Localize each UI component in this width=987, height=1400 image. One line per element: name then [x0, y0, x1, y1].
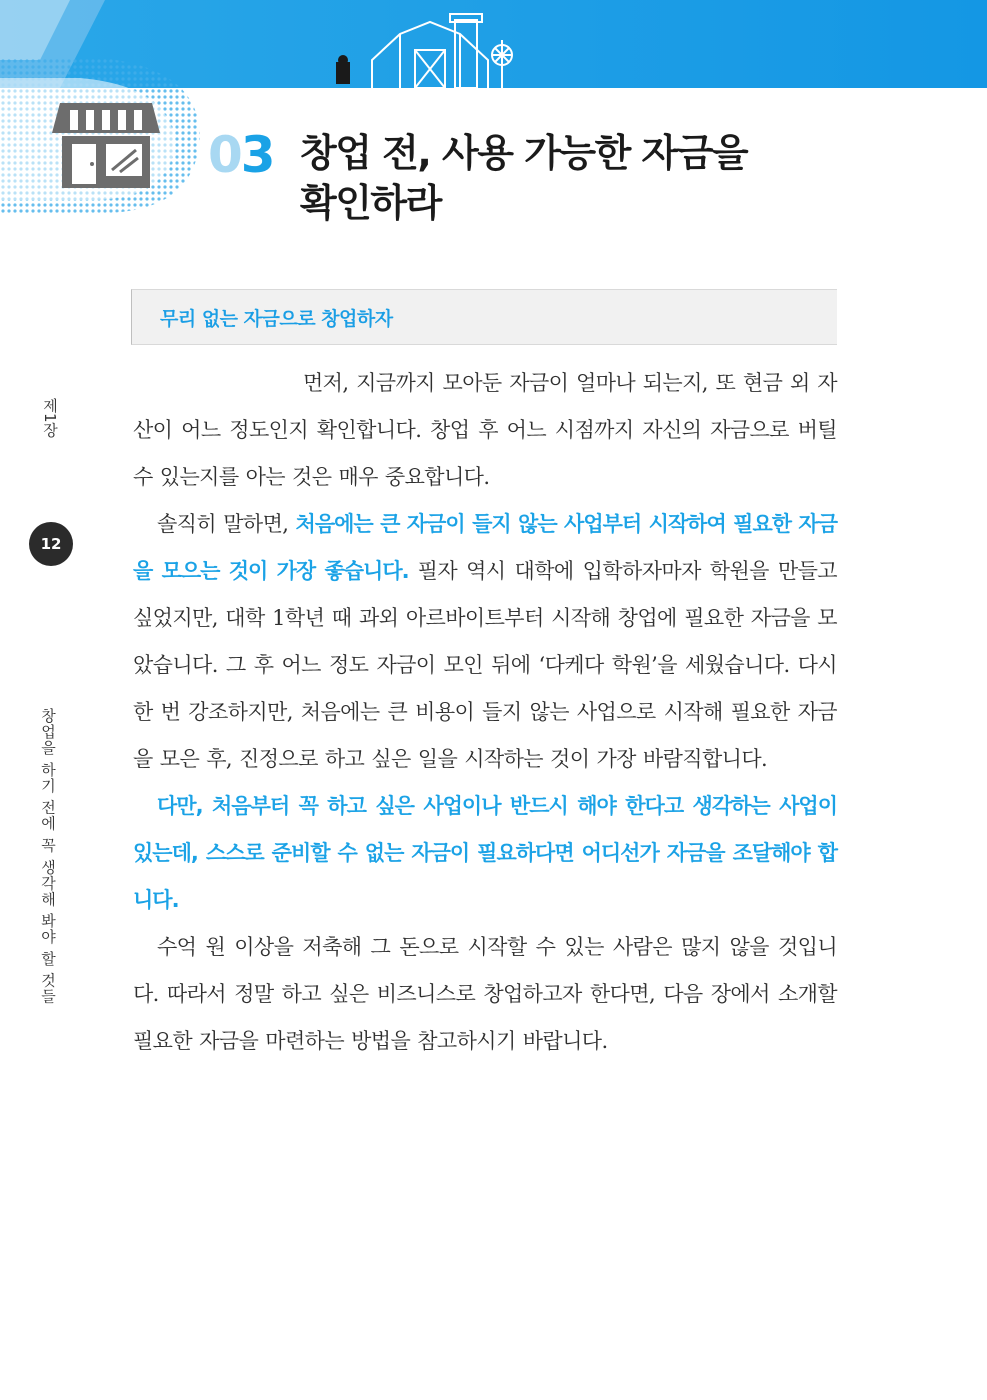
page-number-badge: 12 — [29, 522, 73, 566]
subheading-box — [131, 289, 837, 345]
paragraph-4: 수억 원 이상을 저축해 그 돈으로 시작할 수 있는 사람은 많지 않을 것입니다. 따라서 정말 하고 싶은 비즈니스로 창업하고자 한다면, 다음 장에서 소개할 필요한 자금을 마련하는 방법을 참고하시기 바랍니다. — [133, 935, 837, 1053]
paragraph-3 — [133, 783, 837, 924]
title-line-1: 창업 전, 사용 가능한 자금을 — [300, 131, 748, 175]
paragraph-2: 솔직히 말하면, 처음에는 큰 자금이 들지 않는 사업부터 시작하여 필요한 자금을 모으는 것이 가장 좋습니다. 필자 역시 대학에 입학하자마자 학원을 만들고 싶었지만, 대학 1학년 때 과외 아르바이트부터 시작해 창업에 필요한 자금을 모았습니다. 그 후 어느 정도 자금이 모인 뒤에 ‘다케다 학원’을 세웠습니다. 다시 한 번 강조하지만, 처음에는 큰 비용이 들지 않는 사업으로 시작해 필요한 자금을 모은 후, 진정으로 하고 싶은 일을 시작하는 것이 가장 바람직합니다. — [133, 512, 837, 771]
highlight-text: 다만, 처음부터 꼭 하고 싶은 사업이나 반드시 해야 한다고 생각하는 사업이 있는데, 스스로 준비할 수 없는 자금이 필요하다면 어디선가 자금을 조달해야 합니다. — [133, 794, 837, 912]
highlight-text: 처음에는 큰 자금이 들지 않는 사업부터 시작하여 필요한 자금을 모으는 것이 가장 좋습니다. — [133, 512, 837, 583]
chapter-title — [300, 128, 900, 228]
side-chapter-label: 제1장 — [41, 398, 59, 438]
title-line-2: 확인하라 — [300, 181, 441, 225]
side-section-label: 창업을 하기 전에 꼭 생각해 봐야 할 것들 — [39, 708, 57, 1005]
subheading-text: 무리 없는 자금으로 창업하자 — [160, 308, 393, 330]
chapter-number: 03 — [208, 126, 274, 184]
store-emblem-icon — [0, 58, 240, 218]
body-text — [133, 360, 837, 1065]
paragraph-1: 먼저, 지금까지 모아둔 자금이 얼마나 되는지, 또 현금 외 자산이 어느 정도인지 확인합니다. 창업 후 어느 시점까지 자신의 자금으로 버틸 수 있는지를 아는 것은 매우 중요합니다. — [133, 371, 837, 489]
